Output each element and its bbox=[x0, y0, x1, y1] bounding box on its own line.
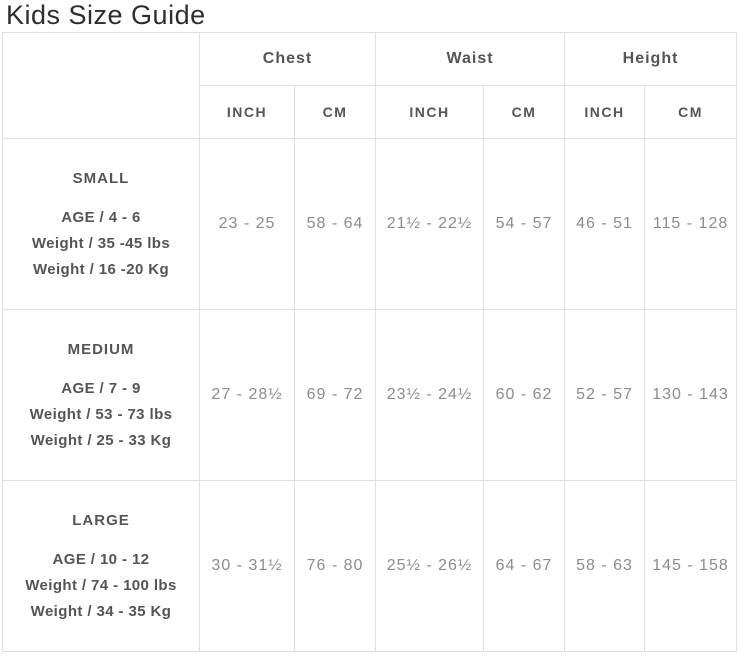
size-label-cell bbox=[3, 139, 200, 310]
measurement-cell-waist-cm: 54 - 57 bbox=[484, 139, 565, 310]
waist-inch-header: INCH bbox=[376, 86, 484, 139]
size-label-cell bbox=[3, 310, 200, 481]
measurement-cell-height-inch: 46 - 51 bbox=[565, 139, 645, 310]
column-group-chest: Chest bbox=[200, 33, 376, 86]
size-label-cell bbox=[3, 481, 200, 652]
measurement-cell-chest-inch: 30 - 31½ bbox=[200, 481, 295, 652]
chest-inch-header: INCH bbox=[200, 86, 295, 139]
size-row-small bbox=[3, 139, 737, 310]
size-weight-kg-detail: Weight / 16 -20 Kg bbox=[32, 260, 170, 278]
measurement-group-header-row bbox=[3, 33, 737, 86]
column-group-waist: Waist bbox=[376, 33, 565, 86]
measurement-cell-chest-inch: 27 - 28½ bbox=[200, 310, 295, 481]
measurement-cell-waist-cm: 60 - 62 bbox=[484, 310, 565, 481]
size-row-medium bbox=[3, 310, 737, 481]
measurement-cell-waist-cm: 64 - 67 bbox=[484, 481, 565, 652]
measurement-cell-height-cm: 130 - 143 bbox=[645, 310, 737, 481]
height-cm-header: CM bbox=[645, 86, 737, 139]
measurement-cell-waist-inch: 25½ - 26½ bbox=[376, 481, 484, 652]
size-row-large bbox=[3, 481, 737, 652]
size-age-detail: AGE / 10 - 12 bbox=[52, 550, 150, 568]
size-name: LARGE bbox=[72, 511, 130, 529]
size-column-corner-cell bbox=[3, 33, 200, 139]
size-weight-kg-detail: Weight / 25 - 33 Kg bbox=[30, 431, 172, 449]
size-weight-lbs-detail: Weight / 53 - 73 lbs bbox=[29, 405, 173, 423]
waist-cm-header: CM bbox=[484, 86, 565, 139]
size-age-detail: AGE / 4 - 6 bbox=[61, 208, 141, 226]
size-weight-lbs-detail: Weight / 74 - 100 lbs bbox=[25, 576, 177, 594]
chest-cm-header: CM bbox=[295, 86, 376, 139]
measurement-cell-waist-inch: 21½ - 22½ bbox=[376, 139, 484, 310]
kids-size-guide-table bbox=[2, 32, 737, 652]
measurement-cell-chest-inch: 23 - 25 bbox=[200, 139, 295, 310]
size-age-detail: AGE / 7 - 9 bbox=[61, 379, 141, 397]
height-inch-header: INCH bbox=[565, 86, 645, 139]
measurement-cell-chest-cm: 69 - 72 bbox=[295, 310, 376, 481]
size-weight-lbs-detail: Weight / 35 -45 lbs bbox=[31, 234, 171, 252]
measurement-cell-height-inch: 52 - 57 bbox=[565, 310, 645, 481]
measurement-cell-chest-cm: 76 - 80 bbox=[295, 481, 376, 652]
measurement-cell-height-inch: 58 - 63 bbox=[565, 481, 645, 652]
measurement-cell-height-cm: 145 - 158 bbox=[645, 481, 737, 652]
size-name: SMALL bbox=[72, 169, 130, 187]
page-title: Kids Size Guide bbox=[6, 0, 206, 30]
size-name: MEDIUM bbox=[67, 340, 135, 358]
column-group-height: Height bbox=[565, 33, 737, 86]
size-weight-kg-detail: Weight / 34 - 35 Kg bbox=[30, 602, 172, 620]
measurement-cell-chest-cm: 58 - 64 bbox=[295, 139, 376, 310]
measurement-cell-waist-inch: 23½ - 24½ bbox=[376, 310, 484, 481]
measurement-cell-height-cm: 115 - 128 bbox=[645, 139, 737, 310]
